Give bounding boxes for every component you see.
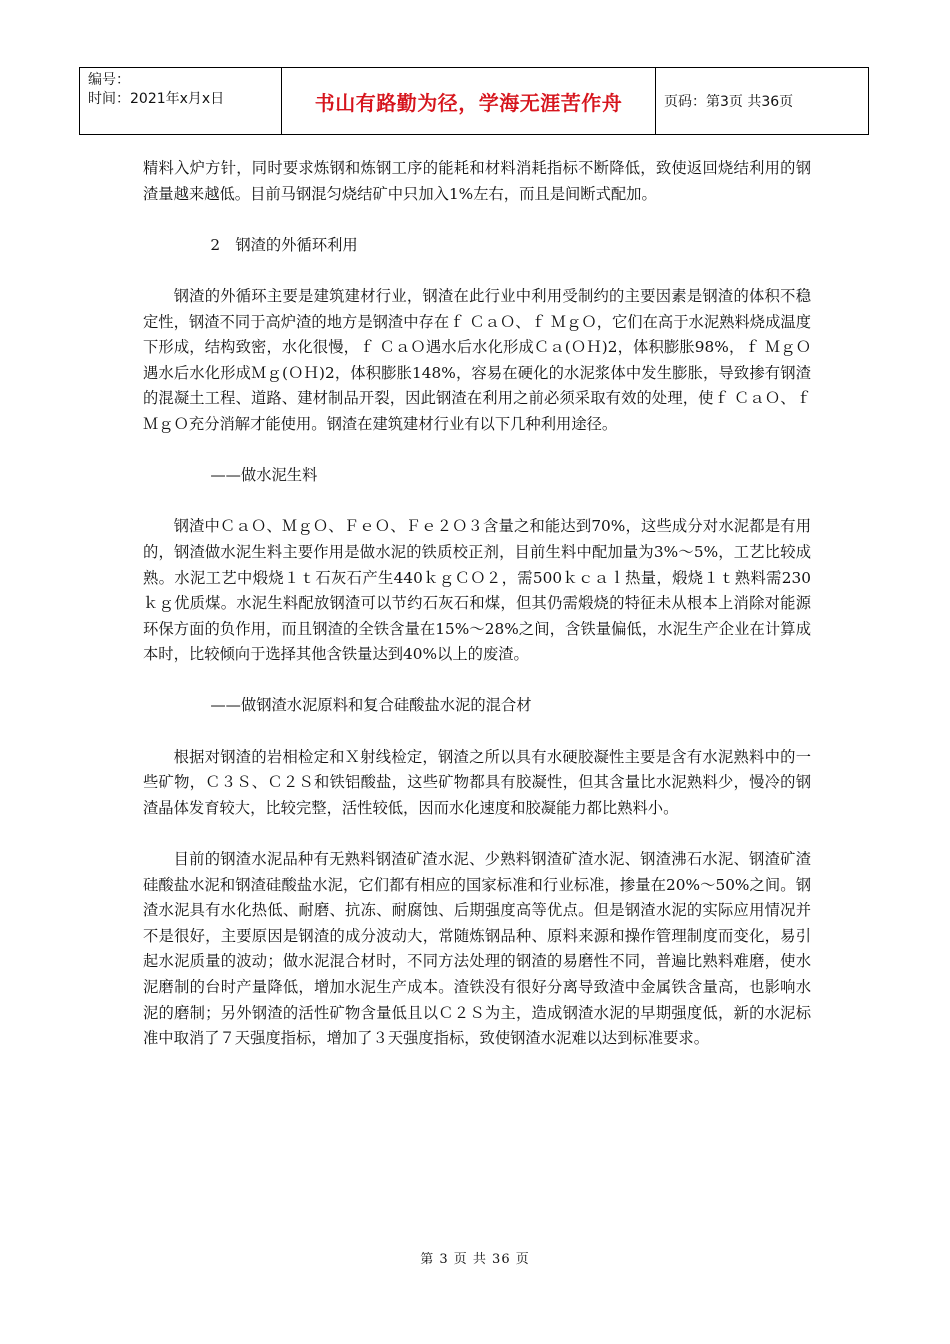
page-footer bbox=[0, 1248, 950, 1267]
serial-number-label: 编号： bbox=[88, 72, 130, 88]
paragraph-external-recycling: 钢渣的外循环主要是建筑建材行业，钢渣在此行业中利用受制约的主要因素是钢渣的体积不稳定性，钢渣不同于高炉渣的地方是钢渣中存在ｆ ＣａＯ、ｆ ＭｇＯ，它们在高于水泥熟料烧成温度下形成，结构致密，水化很慢，ｆ ＣａＯ遇水后水化形成Ｃａ(ＯＨ)2，体积膨胀98%，ｆ ＭｇＯ遇水后水化形成Ｍｇ(ＯＨ)2，体积膨胀148%，容易在硬化的水泥浆体中发生膨胀，导致掺有钢渣的混凝土工程、道路、建材制品开裂，因此钢渣在利用之前必须采取有效的处理，使ｆ ＣａＯ、ｆ ＭｇＯ充分消解才能使用。钢渣在建筑建材行业有以下几种利用途径。 bbox=[143, 286, 811, 433]
header-meta-cell bbox=[80, 68, 282, 134]
document-body bbox=[143, 156, 811, 1077]
paragraph-petrographic-analysis: 根据对钢渣的岩相检定和Ｘ射线检定，钢渣之所以具有水硬胶凝性主要是含有水泥熟料中的一些矿物，Ｃ３Ｓ、Ｃ２Ｓ和铁铝酸盐，这些矿物都具有胶凝性，但其含量比水泥熟料少，慢冷的钢渣晶体发育较大，比较完整，活性较低，因而水化速度和胶凝能力都比熟料小。 bbox=[143, 747, 811, 817]
header-motto: 书山有路勤为径，学海无涯苦作舟 bbox=[314, 90, 623, 115]
paragraph-cement-raw-material: 钢渣中ＣａＯ、ＭｇＯ、ＦｅＯ、Ｆｅ２Ｏ３含量之和能达到70%，这些成分对水泥都是有用的，钢渣做水泥生料主要作用是做水泥的铁质校正剂，目前生料中配加量为3%～5%，工艺比较成熟。水泥工艺中煅烧１ｔ石灰石产生440ｋｇＣＯ２，需500ｋｃａｌ热量，煅烧１ｔ熟料需230ｋｇ优质煤。水泥生料配放钢渣可以节约石灰石和煤，但其仍需煅烧的特征未从根本上消除对能源环保方面的负作用，而且钢渣的全铁含量在15%～28%之间，含铁量偏低，水泥生产企业在计算成本时，比较倾向于选择其他含铁量达到40%以上的废渣。 bbox=[143, 517, 811, 664]
footer-page-number: 第 3 页 共 36 页 bbox=[420, 1252, 530, 1267]
page-header-table bbox=[79, 67, 869, 135]
header-page-info: 页码：第3页 共36页 bbox=[664, 94, 794, 110]
paragraph-continuation: 精料入炉方针，同时要求炼钢和炼钢工序的能耗和材料消耗指标不断降低，致使返回烧结利用的钢渣量越来越低。目前马钢混匀烧结矿中只加入1%左右，而且是间断式配加。 bbox=[143, 159, 811, 203]
header-page-cell bbox=[656, 68, 868, 134]
subheading-cement-raw-material: ——做水泥生料 bbox=[210, 466, 318, 485]
paragraph-cement-varieties: 目前的钢渣水泥品种有无熟料钢渣矿渣水泥、少熟料钢渣矿渣水泥、钢渣沸石水泥、钢渣矿渣硅酸盐水泥和钢渣硅酸盐水泥，它们都有相应的国家标准和行业标准，掺量在20%～50%之间。钢渣水泥具有水化热低、耐磨、抗冻、耐腐蚀、后期强度高等优点。但是钢渣水泥的实际应用情况并不是很好，主要原因是钢渣的成分波动大，常随炼钢品种、原料来源和操作管理制度而变化，易引起水泥质量的波动；做水泥混合材时，不同方法处理的钢渣的易磨性不同，普遍比熟料难磨，使水泥磨制的台时产量降低，增加水泥生产成本。渣铁没有很好分离导致渣中金属铁含量高，也影响水泥的磨制；另外钢渣的活性矿物含量低且以Ｃ２Ｓ为主，造成钢渣水泥的早期强度低，新的水泥标准中取消了７天强度指标，增加了３天强度指标，致使钢渣水泥难以达到标准要求。 bbox=[143, 850, 811, 1048]
date-label: 时间：2021年x月x日 bbox=[88, 91, 225, 107]
section-heading: 2 钢渣的外循环利用 bbox=[210, 235, 358, 254]
header-motto-cell bbox=[282, 68, 656, 134]
subheading-steel-slag-cement: ——做钢渣水泥原料和复合硅酸盐水泥的混合材 bbox=[210, 696, 532, 715]
